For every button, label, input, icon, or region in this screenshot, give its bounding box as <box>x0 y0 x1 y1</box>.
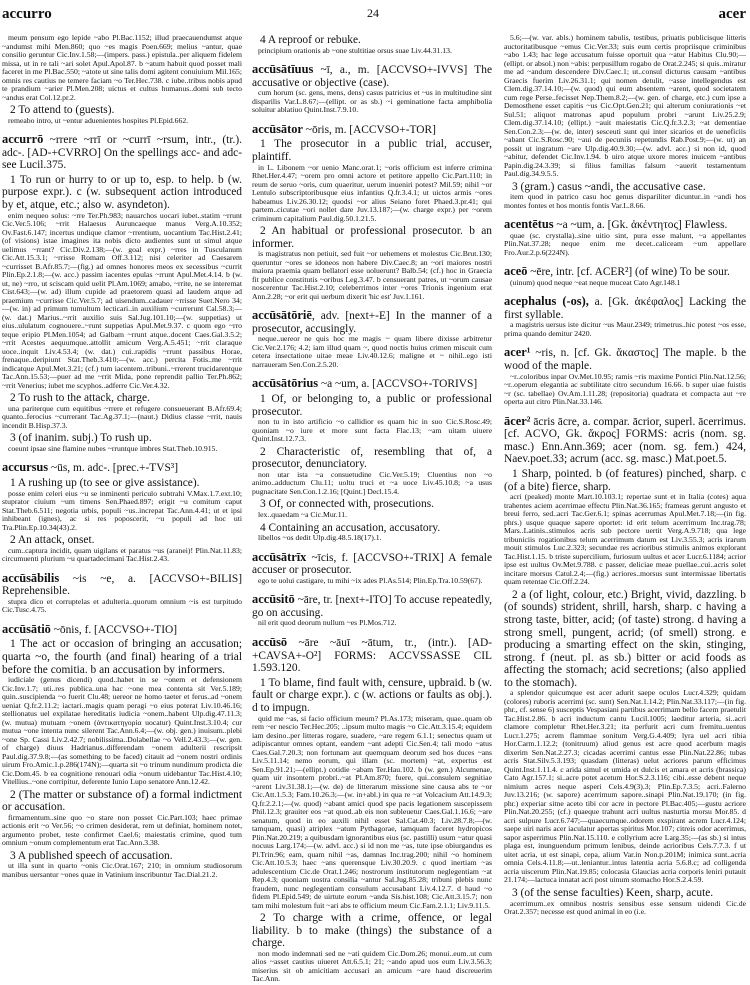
citations: 5.6;—(w. var. abls.) hominem tabulis, testibus, priuatis publicisque litteris auctoritatibusque ~emus Cic.Ver.33; suis eum certis propriisque criminibus ~abo 1.43; hac lege accusatum fuisse oportuit qua ~atur Habitus Clu.90;—(ellipt. or absol.) non ~abis: perpusillum rogabo de Orat.2.245; si quis..miratur me ad ~andum descendere Div.Caec.1; ut..consul dicturus causam ~antibus Graecis fuerim Liv.26.31.1; qui nomen detulit, ~asse intellegendus est Clem.dig.37.14.10;—(w. quod) qui eum absentem ~arent, quod societatem cum rege Perse..fecisset Nep.Them.8.2;—(w. gen. of charge, etc.) cum ipse a Demosthene esset capitis ~us Cic.Opt.Gen.21; qui alterum coniurationis ~et Sul.51; aliquot matronas apud populum probri ~arunt Liv.25.2.9; Clem.dig.37.14.10; (ellipt.) ~auit maiestatis Cic.Q.fr.3.2.3; ~at dementiae Sen.Con.2.3;—(w. de, inter) sesceuti sunt qui inter sicarios et de ueneficiis ~abant Cic.S.Rosc.90; ~aui de pecuniis repetundis Rab.Post.9;—(w. ut) an possit ut ingratum ~are Ulp.dig.40.9.30;—(w. advl. acc.) si non id, quod ~abitur, defendet Cic.Inv.1.94. b uiro atque uxore mores inuicem ~antibus Papin.dig.24.3.39; si filius familias falsum ~auerit testamentum Paul.dig.34.9.5.5. <box>504 33 746 178</box>
citations: firmamentum..sine quo ~o stare non posset Cic.Part.103; haec primae actionis erit ~o Ver.56; ~o crimen desiderat, rem ut definiat, hominem notet, argumento probet, teste confirmet Cael.6; maiestatis crimine, quod tum omnium ~onum complementum erat Tac.Ann.3.38. <box>2 812 242 848</box>
citations: non utar ista ~a consuetudine Cic.Ver.5.19; Cluentius non ~o animo..adductum Clu.11; uoltu truci et ~a uoce Liv.45.10.8; ~a usus pugnacitate Sen.Con.1.2.16; [Quint.] Decl.15.4. <box>252 469 492 496</box>
headword: accūsō <box>252 634 288 649</box>
entry-grammar: , adv. [next+-E] In the manner of a prosecutor, accusingly. <box>252 310 492 335</box>
citations: posse enim celeri eius ~u se inminenti periculo subtrahi V.Max.1.7.ext.10; stuprator ciuium ~um timens Sen.Phaed.897; erigit ~u comitum caput Stat.Theb.6.511; negotia urbis, populi ~us..increpat Tac.Ann.4.41; ut et ipsi inhibeant (ignes), ac si res poposcerit, ~u populi ad hoc uti Tra.Plin.Ep.10.34(43).2. <box>2 488 242 532</box>
citations: stupra dico et corruptelas et adulteria..quorum omnium ~is est turpitudo Cic.Tusc.4.75. <box>2 596 242 615</box>
entry-header <box>2 623 242 637</box>
entry-header <box>252 63 492 89</box>
sense-definition: 2 (The matter or substance of) a formal indictment or accusation. <box>2 788 242 814</box>
citations: non tu in isto artificio ~o callidior es quam hic in suo Cic.S.Rosc.49; quoniam ~o iure et more sunt facta Flac.13; ~am uitam uiuere Quint.Inst.12.7.3. <box>252 417 492 444</box>
citations: cum horum (sc. gens, mens, dens) casus patricius et ~us in multitudine sint disparilis Var.L.8.67;—(ellipt. or as sb.) ~i geminatione facta amphibolia soluitur ablatiuo Quint.Inst.7.9.10. <box>252 88 492 115</box>
sense-definition: 2 Characteristic of, resembling that of, a prosecutor, denunciatory. <box>252 445 492 471</box>
entry-grammar: ~ris, n. [cf. Gk. ἄκαστος] The maple. b the wood of the maple. <box>504 347 746 373</box>
headword: acer¹ <box>504 345 531 360</box>
entry-header <box>2 133 242 172</box>
entry-grammar: ~ōris, m. [ACCVSO+-TOR] <box>302 123 436 136</box>
citations: enim nequeo solus: ~rre Ter.Ph.983; nauarchos uocari iubet..statim ~rrunt Cic.Ver.5.106; ~rrit Halaesus Auruncaeque manus Verg.A.10.352; Ov.Fast.6.147; incertus undique clamor ~rrentium, uocantium Tac.Hist.2.41; (of visions) istae imagines ita nobis dicto audientes sunt ut simul atque uelimus ~rrant? Cic.Div.2.138;—(w. goal expr.) ~rres in Tusculanum Cic.Att.15.3.1; ~rrisse Romam Off.3.112; nisi celeriter ad Caesarem ~currisset B.Afr.85.7;—(fig.) ad omnes honores meos ex secessibus ~currit Plin.Ep.2.1.8;—(w. acc.) passim iacentes epulas ~rrunt Apul.Met.4.14. b (w. ut, ne) ~rro, ut sciscam quid uelit Pl.Am.1069; amabo, ~rrite, ne se interemat Cist.643;—(w. ad) illum cupide ad praetorem quasi ad laudem atque ad praemium ~currisse Cic.Ver.5.7; ad uisendum..cadauer ~rrisse Suet.Nero 34;—(w. in) ad primum tumultum lecticari..in auxilium ~currerunt Cal.58.3;—(w. dat.) Marius..~rrit auxilio suis Sal.Jug.101.10;—(w. suppetias) ut eius..ululatum cognouere..~runt suppetias Apul.Met.9.37. c quom ego ~rro teque eripio Pl.Men.1054; ad Galbam ~rrunt atque..docent Caes.Gal.3.5.2; ~rrit Acestes aequumque..attollit amicum Verg.A.5.451; ~rrit claraque uoce..inquit Liv.4.53.4; (w. dat.) cui..rapidis ~rrunt passibus Horae, frenaque..deripiunt Stat.Theb.3.410;—(w. acc.) percita Fotis..me ~rrit indicatque Apul.Met.3.21; (cf.) tum iacentem..tribuni..~rrerent trucidarentque Tac.Ann.15.53;—puer ad me ~rrit Mida, pone reprendit pallio Ter.Ph.862; ~rrit Venerius; iubet me scyphos..adferre Cic.Ver.4.32. <box>2 210 242 390</box>
headword: accūsātrīx <box>252 549 307 564</box>
headword: accūsābilis <box>2 570 60 585</box>
sense-definition: 4 Containing an accusation, accusatory. <box>260 521 441 534</box>
headword: acentētus <box>504 217 554 232</box>
headword: accūsātor <box>252 121 303 136</box>
citations: ~r..coloribus inpar Ov.Met.10.95; ramis ~ris maxime Pontici Plin.Nat.12.56; ~r..operum elegantia ac subtilitate citro secundum 16.66. b super uiae fuistis ~r (sc. tabellae) Ov.Am.1.11.28; (repositoria) quadrata et compacta aut ~re operta aut citro Plin.Nat.33.146. <box>504 371 746 407</box>
dictionary-column-2 <box>252 34 492 985</box>
entry-grammar: ~ūs, m. adc-. [prec.+-TVS³] <box>48 462 178 475</box>
entry-header <box>2 572 242 598</box>
headword: acephalus (-os), <box>504 294 589 309</box>
citations: nil erit quod deorum nullum ~es Pl.Mos.712. <box>258 618 397 628</box>
headword: accursus <box>2 460 49 475</box>
citations: a magistris uersus iste dicitur ~us Maur.2349; trimetrus..hic potest ~os esse, prima quando demitur 2420. <box>504 320 746 338</box>
citations: acerrimum..ex omnibus nostris sensibus esse sensum uidendi Cic.de Orat.2.357; necesse est quod animal in eo (i.e. <box>504 898 746 917</box>
entry-grammar: ~is ~e, a. [ACCVSO+-BILIS] Reprehensible. <box>2 572 242 598</box>
sense-definition: 3 (of the sense faculties) Keen, sharp, acute. <box>512 886 714 899</box>
running-head-left: accurro <box>2 6 52 22</box>
sense-definition: 3 (of inanim. subj.) To rush up. <box>10 432 152 445</box>
citations: in L. Libonem ~or uenio Manc.orat.1; ~oris officium est inferre crimina Rhet.Her.4.47; ~orem pro omni actore et petitore appello Cic.Part.110; in reum de seruo ~oris, cum quaeritur, uerum inueniri potest? Mil.59; nihil ~or Lentulo subscriptoribusque eius infantius Q.fr.3.4.1; ut uictos armis ~ores habeamus Liv.26.30.12; quodsi ~or alius Seiano foret Phaed.3.pr.41; qui partem..cicutae ~ori nollet dare Juv.13.187;—(w. charge expr.) per ~orem criminum capitalium Paul.dig.50.1.21.5. <box>252 162 492 223</box>
citations: libellos ~os dedit Ulp.dig.48.5.18(17).1. <box>258 533 382 543</box>
headword: accūsātōriē <box>252 308 312 323</box>
sense-definition: 1 The prosecutor in a public trial, accuser, plaintiff. <box>252 138 492 163</box>
entry-grammar: a. [Gk. ἀκέφαλος] Lacking the first syllable. <box>504 296 747 321</box>
entry-grammar: ~āre, tr. [next+-ITO] To accuse repeatedly, go on accusing. <box>252 594 492 619</box>
citations: cum..captura incidit, quam uigilans et paratus ~us (aranei)! Plin.Nat.11.83; circumuenti plurium ~u quartadecimani Tac.Hist.2.43. <box>2 545 242 564</box>
sense-definition: 2 To attend to (guests). <box>10 104 115 116</box>
citations: ut illa sunt in quarto ~onis Cic.Orat.167; 210; in omnium studiosorum manibus uersantur ~ones quae in Vatinium inscribuntur Tac.Dial.21.2. <box>2 861 242 879</box>
citations: remeabo intro, ut ~entur aduenientes hospites Pl.Epid.662. <box>8 115 189 125</box>
sense-definition: 4 A reproof or rebuke. <box>260 34 361 46</box>
sense-definition: 1 To run or hurry to or up to, esp. to help. b (w. purpose expr.). c (w. subsequent action introduced by et, atque, etc.; also w. asyndeton). <box>2 173 242 212</box>
citations: lex..quaedam ~a Cic.Mur.11. <box>258 510 348 519</box>
sense-definition: 1 Sharp, pointed. b (of features) pinched, sharp. c (of a bite) fierce, sharp. <box>504 468 746 493</box>
entry-grammar: ~rrere ~rrī or ~currī ~rsum, intr., (tr.). adc-. [AD-+CVRRO] On the spellings acc- and adc- see Lucil.375. <box>2 134 242 172</box>
citations: quid me ~as, si facio officium meum? Pl.As.173; miseram, quae..quam ob rem ~er nescio Ter.Hec.205; ..ipsum multo magis ~o Cic.Att.3.15.4; equidem iam desino..per litteras rogare, suadere, ~are regem 6.1.1; senectus quam ut adipiscantur omnes optant, eandem ~ant adepti Cic.Sen.4; tali modo ~atus Caes.Gal.7.20.3; non fortunam aut quemquam deorum sed hos duces ~ans Liv.5.11.14; nemo eorum, qui illam (sc. mortem) ~at, expertus est Sen.Ep.91.21;—(ellipt.) cotidie ~abam Ter.Hau.102. b (w. gen.) Alcumenae, quam uir insontem probri..~at Pl.Am.870; fuere, qui..consulem segnitiae ~arent Liv.31.38.1;—(w. de) de litterarum missione sine causa abs te ~or Cic.Att.1.5.3; Fam.10.26.3;—(w. in+abl.) in qua re ~at Volcacium Att.14.9.3; Q.fr.2.2.1;—(w. quod) ~abant amici quod spe pacis legationem suscepissem Phil.12.3; grauiter eos ~at quod..ab eis non subleuetur Caes.Gal.1.16.6; ~are senatum, quod in eo auxili nihil esset Sal.Cat.40.3; Liv.28.7.8;—(w. tamquam, quasi) atriplex ~atum Pythagorae, tamquam faceret hydropicos Plin.Nat.20.219; a quibusdam ignorantibus eius (sc. pastilli) usum ~atur quasi nocuus Larg.174;—(w. advl. acc.) si id non me ~as, tute ipse obiurgandus es Pl.Trin.96; eam, quam nihil ~as, damnas Inc.trag.200; nihil ~o hominem Cic.Att.10.5.3; haec ~ans querensque Liv.30.20.9. c quod inertiam ~as adulescentium Cic.de Orat.1.246; nostrorum institutorum neglegentiam ~at Rep.4.3; quoniam uostra consilia ~antur Sal.Jug.85.28; tribuni plebis nunc fraudem, nunc neglegentiam consulum accusabant Liv.4.12.7. d haud ~o fidem Pl.Epid.549; de uirtute eorum ~anda Sis.hist.108; Cic.Att.3.15.7; non tam mihi molestum fuit ~ari abs te officium meum Cic.Fam.2.1.1; Liv.9.11.5. <box>252 713 492 910</box>
citations: meum pensum ego lepide ~abo Pl.Bac.1152; illud praecauendumst atque ~andumst mihi Men.860; quo ~es magis Poen.669; melius ~antur, quae consilio geruntur Cic.Inv.1.58;—(impers. pass.) epistula..per aliquem fidelem missa, ut in re tali ~ari solet Apul.Apol.87. b ~atum habuit quod posset mali faceret in me Pl.Bac.550; ~atote ut sine talis domi agitent conuiuium Mil.165; omnis res cautius ne temere faciam ~o Ter.Hec.738. c iube..tribus nobis apud te prandium ~arier Pl.Men.208; uictus et cultus humanus..domi sub tecto ~andus erat Col.12.pr.2. <box>2 33 242 102</box>
citations: una pariterque cum equitibus ~rrere et refugere consueuerant B.Afr.69.4; quanto..ferocius ~currerant Tac.Ag.37.1;—(naut.) Didius classe ~rrit, nauis incendit B.Hisp.37.3. <box>2 403 242 430</box>
citations: item quod in patrico casu hoc genus dispariliter dicuntur..in ~andi hos montes fontes et hos montis fontis Var.L.8.66. <box>504 192 746 210</box>
sense-definition: 2 An habitual or professional prosecutor. b an informer. <box>252 225 492 250</box>
entry-grammar: ~ēre, intr. [cf. ACER²] (of wine) To be sour. <box>527 266 730 279</box>
page-number: 24 <box>367 6 379 20</box>
citations: coeunt ipsae sine flamine nubes ~rruntque imbres Stat.Theb.10.915. <box>8 443 218 453</box>
entry-grammar: ~īcis, f. [ACCVSO+-TRIX] A female accuser or prosecutor. <box>252 551 492 577</box>
dictionary-column-3 <box>504 34 746 918</box>
entry-header <box>504 265 746 279</box>
entry-header <box>504 295 746 321</box>
citations: acri (peaked) monte Mart.10.103.1; repertae sunt et in Italia (cotes) aqua trahentes aciem acerrimae effectu Plin.Nat.36.165; frameas gerunt angusto et breui ferro, sed..acri Tac.Ger.6.1; spinas acerrumas Apul.Met.7.18;—(in fig. phrs.) usque quaque sapere oportet: id erit telum acerrimum Inc.trag.78; Mars..Latinis..stimulos acris sub pectore uertit Verg.A.9.718; qua lege tribuniciis rogationibus telum acerrimum datum est Liv.3.55.3; acris irarum mouit stimulos Luc.2.323; secundae res acrioribus stimulis animos explorant Tac.Hist.1.15. b triste supercilium, furiosum uultus et acer Lucr.6.1184; acrior ipse est uultus Ov.Met.9.788. c passer, deliciae meae puellae..cui..acris solet incitare morsus Catul.2.4;—(fig.) acriores..morsus sunt intermissae libertatis quam retentae Cic.Off.2.24. <box>504 492 746 587</box>
headword: accūsātīuus <box>252 62 314 77</box>
citations: iudiciale (genus dicendi) quod..habet in se ~onem et defensionem Cic.Inv.1.7; uti..res publica..una hac ~one mea contenta sit Ver.5.189; quin..suscipienda ~o fuerit Clu.48; uereor ne homo taeter et ferus..ad ~onem ueniat Q.fr.2.11.2; iactari..magis quam peragi ~o eius poterat Liv.10.46.16; stellionatus uel expilatae hereditatis iudicia ~onem..habent Ulp.dig.47.11.3; (w. mutua) mutuam ~onem (ἀντικατηγορία uocatur) Quint.Inst.3.10.4; cur mutua ~one intenta nunc silerent Tac.Ann.6.4;—(w. obj. gen.) inuisum..plebi ~one Sp. Cassi Liv.2.42.7; nobilissima..Dolabellae ~o Vell.2.43.3;—(w. gen. of charge) diuus Hadrianus..differendam ~onem adulterii rescripsit Paul.dig.37.9.8;—(as something to be faced) citauit ad ~onem nostri ordinis uirum Fro.Amic.1.p.286(174N);—quarta sit ~o trinum nundinum prodicta die Cic.Dom.45. b ea cognitione renouari odia ~onum uidebantur Tac.Hist.4.10; Vitellius..~one corripitur, deferente Iunio Lupo senatore Ann.12.42. <box>2 675 242 787</box>
headword: accūsitō <box>252 592 295 607</box>
citations: quae (sc. crystalla)..sine uitio sint, pura esse malunt, ~a appellantes Plin.Nat.37.28; neque enim me decet..caliceam ~um appellare Fro.Aur.2.p.6(224N). <box>504 230 746 257</box>
entry-header <box>504 346 746 372</box>
citations: principium orationis ab ~one stultitiae orsus suae Liv.44.31.13. <box>258 45 452 55</box>
sense-definition: 3 Of, or connected with, prosecutions. <box>260 498 434 511</box>
entry-grammar: ~ī, a., m. [ACCVSO+-IVVS] The accusative or objective (case). <box>252 64 492 89</box>
sense-definition: 1 The act or occasion of bringing an accusation; quarta ~o, the fourth (and final) hearing of a trial before the comitia. b an accusation by informers. <box>2 638 242 676</box>
citations: a splendor quicumque est acer adurit saepe oculos Lucr.4.329; quidam (colores) ruboris acerrimi (sc. sunt) Sen.Nat.1.14.2; Plin.Nat.33.117;—(in fig. phr., cf. sense 6) susceptis Vespasiani partibus acerrimam bello facem praetulit Tac.Hist.2.86. b acri inductum cantu Lucil.1005; laeditur arteria, si..acri clamore completur Rhet.Her.3.21; ita perfurit acri cum fremitu..uentus Lucr.1.275; acrem flammae sonitum Verg.G.4.409; lyra uel acri tibia Hor.Carm.1.12.2; (tonitruum) aliud genus est acre quod acerbum magis dixerim Sen.Nat.2.27.3; cicadas acerrimi cantus esse Plin.Nat.22.86; tubas acris Stat.Silv.5.3.193; quasdam (litteras) uelut acriores parum efficimus Quint.Inst.1.11.4. c arida simul et umida et dulcis et amara et acris (brassica) Cato Agr.157.1; si..acre potet acetum Hor.S.2.3.116; cibi..esse debent neque nimium acres neque asperi Cels.4.9(3).3; Plin.Ep.7.3.5; acri..Falerno Juv.13.216; (w. sapore) acerrimum sapore..sinapi Plin.Nat.19.170; (in fig. phr.) experiar sitne aceto tibi cor acre in pectore Pl.Bac.405;—gustu acriore Plin.Nat.20.255; (cf.) quaeque trahunt acri uultus nasturtia morsu Mor.85. d acri sulpure Lucr.6.747;—quaecumque..odorem exspirant acrem Lucr.4.124; saepe uiri naris acer iaculatur apertas spiritus Mor.107; citreis odor acerrimus, sapor asperrimus Plin.Nat.15.110. e collyrium acre Larg.35;—(as sb.) si intus plaga est, inunguendum primum lenibus, deinde acrioribus Cels.7.7.3. f ut uitet acria, ut est sinapi, cepa, alium Var.in Non.p.201M; inimica sunt..acria omnia Cels.4.11.8;—ut..leniantur..intus latentia acria 5.6.8.c; ad colligenda acria uiscerum Plin.Nat.19.85; colocasia Glaucias acria corporis leniri putauit 21.174;—lactuca innatat acri post uinum stomacho Hor.S.2.4.59. <box>504 688 746 885</box>
entry-grammar: ~a ~um, a. [ACCVSO+-TORIVS] <box>318 378 478 391</box>
entry-header <box>252 377 492 391</box>
entry-header <box>252 593 492 619</box>
sense-definition: 3 (gram.) casus ~andi, the accusative case. <box>512 180 706 193</box>
running-head-right: acer <box>718 6 746 22</box>
entry-header <box>252 123 492 137</box>
entry-header <box>252 309 492 335</box>
sense-definition: 2 To rush to the attack, charge. <box>10 392 150 405</box>
headword: accūsātōrius <box>252 376 319 391</box>
citations: is magistratus non petiuit, sed fuit ~or uehemens et molestus Cic.Brut.130; queruntur ~ores se idoneos non habere Div.Caec.8; an ~ori maiores nostri maiora praemia quam bellatori esse uoluerunt? Balb.54; (cf.) hoc in Graecia fit publice constitutis ~oribus Leg.3.47. b censuerant patres, ut ~orum causae noscerentur Tac.Hist.2.10; celeberrimos inter ~ores Trionis ingenium erat Ann.2.28; ~or erit qui uerbum dixerit 'hic est' Juv.1.161. <box>252 249 492 301</box>
entry-header <box>504 415 746 466</box>
sense-definition: 2 To charge with a crime, offence, or legal liability. b to make (things) the substance of a charge. <box>252 912 492 950</box>
entry-grammar: ~āre ~āuī ~ātum, tr., (intr.). [AD-+CAVSA+-O²] FORMS: ACCVSSASSE CIL 1.593.120. <box>252 636 492 675</box>
entry-grammar: ācris ācre, a. compar. ācrior, superl. ācerrimus. [cf. ACVO, Gk. ἄκρος] FORMS: acris (nom. sg. masc.) Enn.Ann.369; acer (nom. sg. fem.) 424, Naev.poet.33; acrum (acc. sg. masc.) Mat.poet.5. <box>504 415 746 466</box>
entry-header <box>2 461 242 475</box>
entry-grammar: ~ōnis, f. [ACCVSO+-TIO] <box>50 623 178 636</box>
citations: ego te uolui castigare, tu mihi ~ix ades Pl.As.514; Plin.Ep.Tra.10.59(67). <box>258 575 483 585</box>
sense-definition: 2 An attack, onset. <box>10 534 95 547</box>
sense-definition: 1 To blame, find fault with, censure, upbraid. b (w. fault or charge expr.). c (w. actions or faults as obj.). d to impugn. <box>252 676 492 714</box>
headword: accurrō <box>2 132 44 147</box>
dictionary-column-1 <box>2 34 242 880</box>
citations: non modo indemnati sed ne ~ati quidem Cic.Dom.26; monui..eum..ut cum alios ~asset cautius uiueret Att.6.5.1; 21; ~ando apud uos eum Liv.3.56.3; miserius sit ob amicitiam accusari an amicum ~are haud discreuerim Tac.Ann. <box>252 948 492 984</box>
citations: (uinum) quod neque ~eat neque muceat Cato Agr.148.1 <box>510 277 681 287</box>
sense-definition: 1 A rushing up (to see or give assistance). <box>10 476 200 489</box>
headword: accūsātiō <box>2 621 51 636</box>
sense-definition: 3 A published speech of accusation. <box>10 849 173 862</box>
sense-definition: 1 Of, or belonging to, a public or professional prosecutor. <box>252 393 492 418</box>
sense-definition: 2 a (of light, colour, etc.) Bright, vivid, dazzling. b (of sounds) strident, shrill, harsh, sharp. c having a strong taste, bitter, acid; (of taste) strong. d having a strong smell, pungent, acrid; (of smell) strong. e producing a smarting effect on the skin, stinging, strong. f (neut. pl. as sb.) bitter or acid foods as affecting the stomach; acid secretions; (also applied to the stomach). <box>504 588 746 689</box>
entry-header <box>252 551 492 577</box>
entry-grammar: ~a ~um, a. [Gk. ἀκέντητος] Flawless. <box>553 219 728 232</box>
headword: ācer² <box>504 413 531 428</box>
entry-header <box>252 636 492 675</box>
headword: aceō <box>504 264 528 279</box>
citations: neque..uereor ne quis hoc me magis ~ quam libere dixisse arbitretur Cic.Ver.2.176; 4.2; iam illud quam ~, quod noctis huius crimen miscuit cum cetera insectatione uitae meae Liv.40.12.6; maligne et ~ nihil..ego isti narraueram Sen.Con.2.5.20. <box>252 334 492 369</box>
entry-header <box>504 218 746 232</box>
